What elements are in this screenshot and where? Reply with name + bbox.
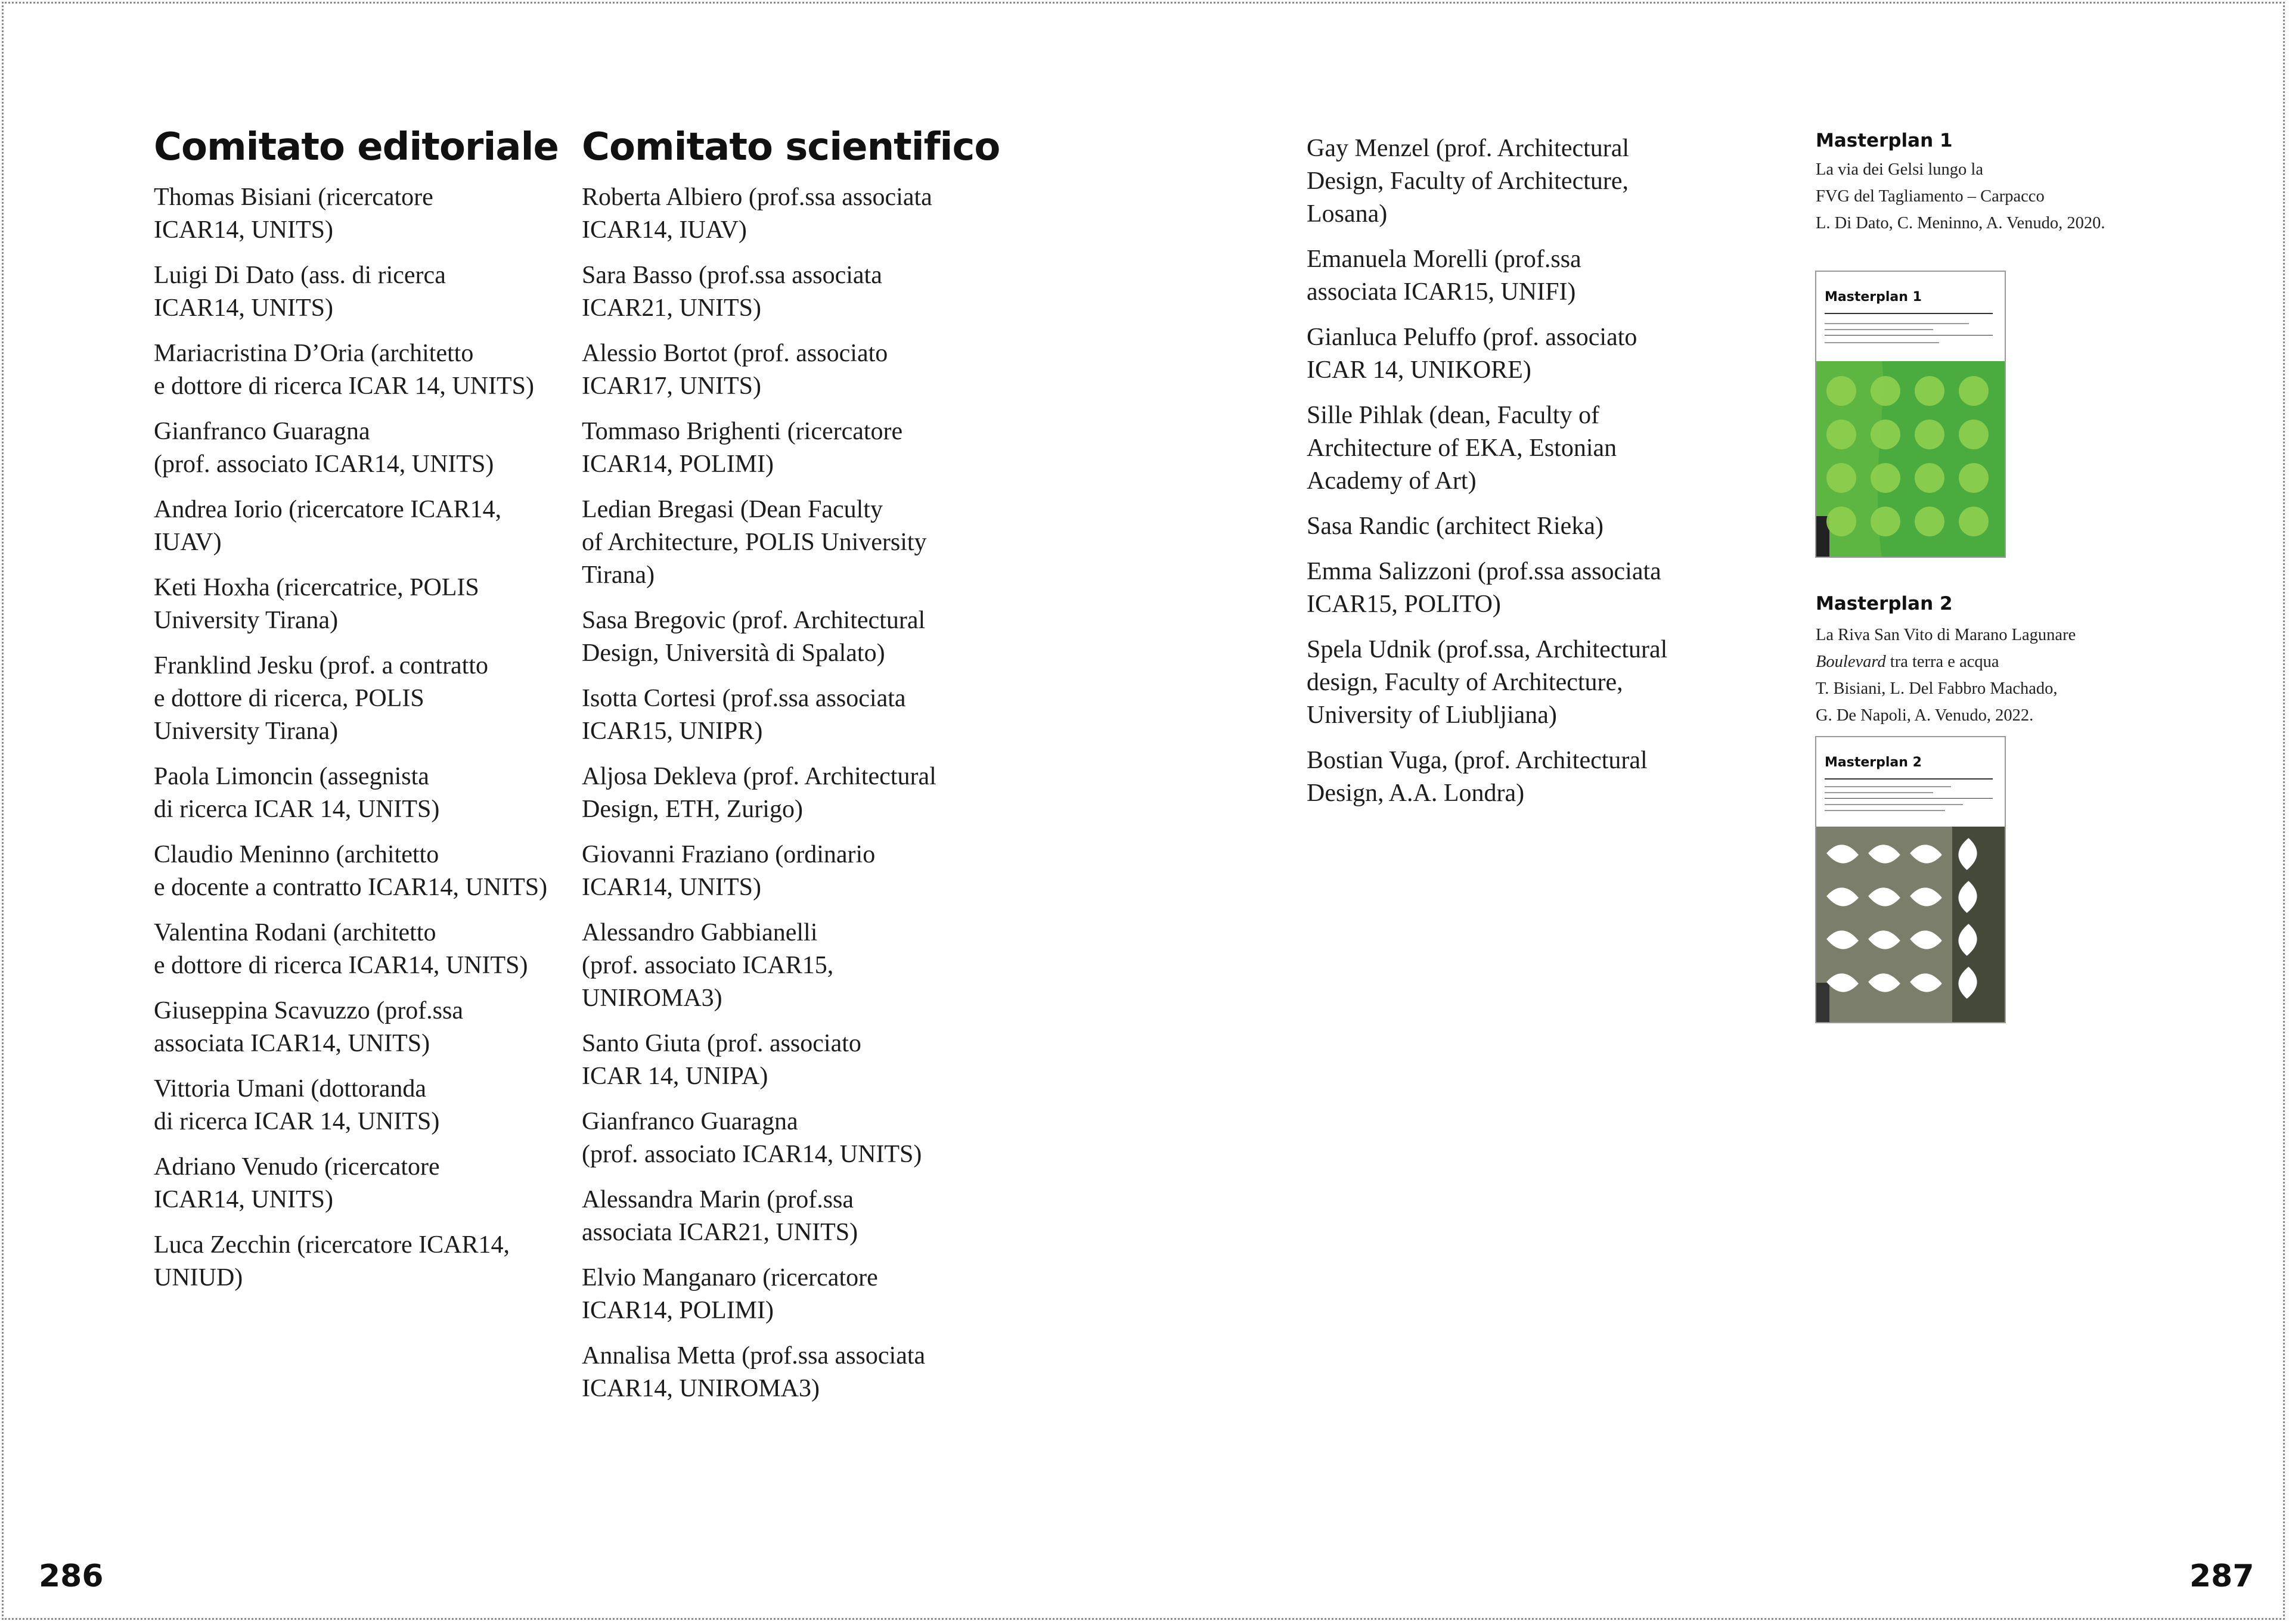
- book-1-line-3: L. Di Dato, C. Meninno, A. Venudo, 2020.: [1816, 214, 2105, 232]
- committee-member-entry: Andrea Iorio (ricercatore ICAR14, IUAV): [154, 496, 502, 556]
- book-1-title: Masterplan 1: [1816, 130, 1953, 151]
- book-1-line-2: FVG del Tagliamento – Carpacco: [1816, 187, 2045, 206]
- committee-member-entry: Alessio Bortot (prof. associato ICAR17, UNITS): [582, 340, 888, 400]
- book-2-line-4: G. De Napoli, A. Venudo, 2022.: [1816, 706, 2034, 725]
- book-1-cover-image: [1815, 271, 2006, 558]
- committee-member-entry: Roberta Albiero (prof.ssa associata ICAR14, IUAV): [582, 184, 932, 244]
- committee-member-entry: Isotta Cortesi (prof.ssa associata ICAR15, UNIPR): [582, 685, 906, 745]
- scientific-committee-list: [582, 181, 1011, 1418]
- book-2-line-1: La Riva San Vito di Marano Lagunare: [1816, 626, 2076, 644]
- committee-member-entry: Franklind Jesku (prof. a contratto e dottore di ricerca, POLIS University Tirana): [154, 652, 489, 745]
- committee-member-entry: Gianfranco Guaragna (prof. associato ICAR14, UNITS): [582, 1108, 922, 1168]
- committee-member-entry: Keti Hoxha (ricercatrice, POLIS University Tirana): [154, 574, 479, 634]
- committee-member-entry: Gay Menzel (prof. Architectural Design, Faculty of Architecture, Losana): [1307, 135, 1630, 228]
- scientific-committee-list-continued: [1307, 132, 1760, 822]
- cover-dots-pattern: [1816, 361, 2005, 558]
- cover-title: Masterplan 2: [1825, 755, 1922, 770]
- committee-member-entry: Adriano Venudo (ricercatore ICAR14, UNITS): [154, 1153, 440, 1213]
- book-2-line-3: T. Bisiani, L. Del Fabbro Machado,: [1816, 679, 2058, 698]
- book-2-description: [1816, 622, 2076, 729]
- book-2-cover-image: [1815, 736, 2006, 1023]
- committee-member-entry: Gianluca Peluffo (prof. associato ICAR 14, UNIKORE): [1307, 324, 1637, 384]
- committee-member-entry: Tommaso Brighenti (ricercatore ICAR14, POLIMI): [582, 418, 903, 478]
- book-2-title: Masterplan 2: [1816, 593, 1953, 614]
- committee-member-entry: Alessandro Gabbianelli (prof. associato ICAR15, UNIROMA3): [582, 919, 834, 1012]
- editorial-committee-heading: Comitato editoriale: [154, 125, 559, 169]
- committee-member-entry: Claudio Meninno (architetto e docente a contratto ICAR14, UNITS): [154, 841, 548, 901]
- page-number-right: 287: [2189, 1558, 2254, 1594]
- committee-member-entry: Luigi Di Dato (ass. di ricerca ICAR14, UNITS): [154, 262, 446, 322]
- committee-member-entry: Mariacristina D’Oria (architetto e dottore di ricerca ICAR 14, UNITS): [154, 340, 534, 400]
- committee-member-entry: Vittoria Umani (dottoranda di ricerca ICAR 14, UNITS): [154, 1075, 440, 1135]
- book-2-line-2: [1816, 648, 2076, 675]
- committee-member-entry: Sasa Randic (architect Rieka): [1307, 513, 1603, 540]
- committee-member-entry: Emma Salizzoni (prof.ssa associata ICAR15, POLITO): [1307, 558, 1661, 618]
- editorial-committee-list: [154, 181, 571, 1307]
- committee-member-entry: Santo Giuta (prof. associato ICAR 14, UNIPA): [582, 1030, 861, 1090]
- committee-member-entry: Emanuela Morelli (prof.ssa associata ICAR15, UNIFI): [1307, 246, 1581, 306]
- book-2-line-2-italic: Boulevard: [1816, 653, 1886, 671]
- committee-member-entry: Annalisa Metta (prof.ssa associata ICAR14, UNIROMA3): [582, 1342, 926, 1402]
- committee-member-entry: Gianfranco Guaragna (prof. associato ICAR14, UNITS): [154, 418, 494, 478]
- committee-member-entry: Bostian Vuga, (prof. Architectural Design, A.A. Londra): [1307, 747, 1648, 807]
- committee-member-entry: Valentina Rodani (architetto e dottore di ricerca ICAR14, UNITS): [154, 919, 528, 979]
- book-2-line-2-rest: tra terra e acqua: [1885, 653, 1999, 671]
- committee-member-entry: Luca Zecchin (ricercatore ICAR14, UNIUD): [154, 1231, 510, 1291]
- committee-member-entry: Elvio Manganaro (ricercatore ICAR14, POLIMI): [582, 1264, 878, 1324]
- committee-member-entry: Giovanni Fraziano (ordinario ICAR14, UNITS): [582, 841, 876, 901]
- committee-member-entry: Giuseppina Scavuzzo (prof.ssa associata ICAR14, UNITS): [154, 997, 464, 1057]
- page-number-left: 286: [39, 1558, 104, 1594]
- book-1-description: [1816, 156, 2105, 237]
- scientific-committee-heading: Comitato scientifico: [582, 125, 1000, 169]
- committee-member-entry: Spela Udnik (prof.ssa, Architectural design, Faculty of Architecture, University of Liubljiana): [1307, 636, 1668, 729]
- committee-member-entry: Ledian Bregasi (Dean Faculty of Architecture, POLIS University Tirana): [582, 496, 927, 589]
- committee-member-entry: Paola Limoncin (assegnista di ricerca ICAR 14, UNITS): [154, 763, 440, 823]
- cover-header: [1816, 737, 2005, 827]
- cover-leaves-pattern: [1816, 827, 2005, 1023]
- committee-member-entry: Sille Pihlak (dean, Faculty of Architecture of EKA, Estonian Academy of Art): [1307, 402, 1617, 495]
- book-1-line-1: La via dei Gelsi lungo la: [1816, 160, 1983, 179]
- cover-title: Masterplan 1: [1825, 290, 1922, 305]
- committee-member-entry: Alessandra Marin (prof.ssa associata ICAR21, UNITS): [582, 1186, 858, 1246]
- committee-member-entry: Thomas Bisiani (ricercatore ICAR14, UNITS): [154, 184, 433, 244]
- committee-member-entry: Aljosa Dekleva (prof. Architectural Design, ETH, Zurigo): [582, 763, 936, 823]
- committee-member-entry: Sasa Bregovic (prof. Architectural Design, Università di Spalato): [582, 607, 926, 667]
- committee-member-entry: Sara Basso (prof.ssa associata ICAR21, UNITS): [582, 262, 882, 322]
- cover-header: [1816, 272, 2005, 361]
